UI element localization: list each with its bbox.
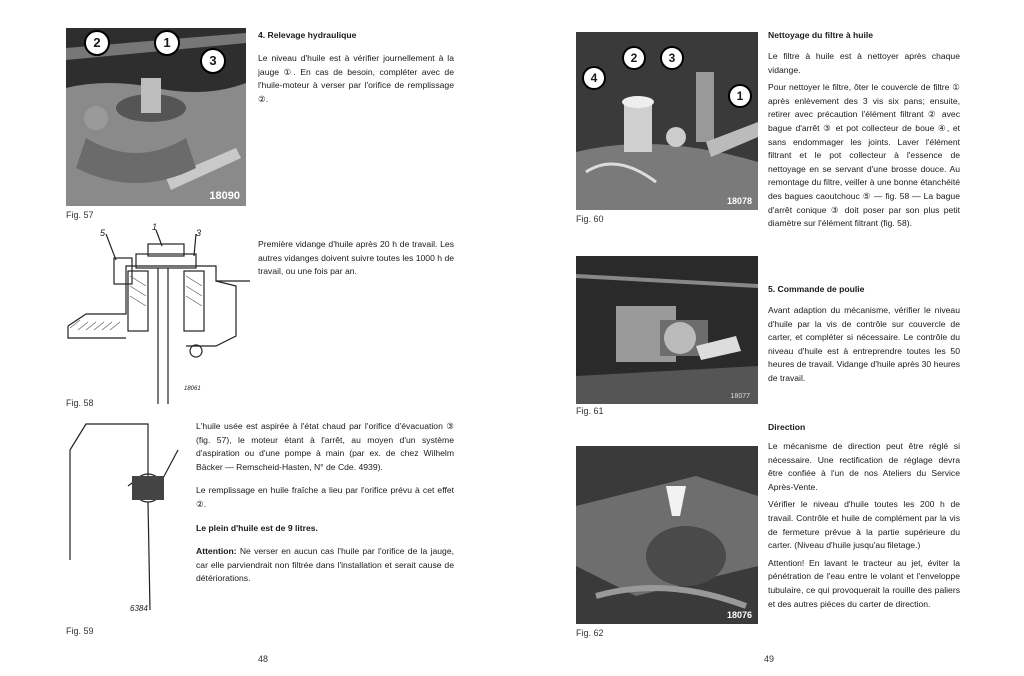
fig57-caption: Fig. 57 [66,210,94,220]
page-number-right: 49 [764,654,775,664]
drain-text: Première vidange d'huile après 20 h de travail. Les autres vidanges doivent suivre toutes les 1000 h de travail, ou une fois par an. [258,239,454,277]
section4-heading: 4. Relevage hydraulique [258,30,357,40]
p-refill: Le remplissage en huile fraîche a lieu par l'orifice prévu à cet effet ②. [196,485,454,509]
fig62-caption: Fig. 62 [576,628,604,638]
attention-text: Ne verser en aucun cas l'huile par l'orifice de la jauge, car elle parviendrait non filtrée dans l'installation et serait cause de détériorations. [196,546,454,584]
steering-p3: Attention! En lavant le tracteur au jet, éviter la pénétration de l'eau entre le volant et l'enveloppe tubulaire, ce qui provoquerait la rouille des paliers et des autres pièces du carter de direction. [768,557,960,609]
left-body-bottom [196,420,454,596]
fig59-drawing [66,420,182,626]
fig59-drawing-number: 6384 [130,604,148,613]
photo-number: 18076 [726,610,752,620]
steering-text [768,440,960,621]
callout-1: 1 [154,30,180,56]
photo-number: 18078 [726,196,752,206]
photo-number: 18090 [209,190,240,202]
callout-1: 1 [728,84,752,108]
fig61-caption: Fig. 61 [576,406,604,416]
fig58-drawing [66,222,250,404]
callout-2: 2 [622,46,646,70]
fig58-label-1: 1 [152,222,158,232]
filter-text [768,50,960,241]
p-attention [196,545,454,586]
filter-p1: Le filtre à huile est à nettoyer après chaque vidange. [768,51,960,75]
steering-heading: Direction [768,422,806,432]
steering-p2: Vérifier le niveau d'huile toutes les 200 h de travail. Contrôle et huile de complément par la vis de fermeture prévue à la partie supérieure du carter. (Niveau d'huile jusqu'au filetage.) [768,499,960,551]
steering-p1: Le mécanisme de direction peut être réglé si nécessaire. Une rectification de réglage devra être confiée à l'un de nos Ateliers du Service Après-Vente. [768,441,960,492]
fig58-caption: Fig. 58 [66,398,94,408]
fig61-photo [576,256,758,404]
callout-2: 2 [84,30,110,56]
page-number-left: 48 [258,654,269,664]
fig59-caption: Fig. 59 [66,626,94,636]
fig58-label-5: 5 [100,228,106,238]
fig60-photo [576,32,758,210]
p-used-oil: L'huile usée est aspirée à l'état chaud par l'orifice d'évacuation ③ (fig. 57), le moteur étant à l'arrêt, au moyen d'un système d'aspiration ou d'une pompe à main (par ex. de chez Wilhelm Bäcker — Remscheid-Hasten, N° de Cde. 4939). [196,421,454,472]
fig62-photo [576,446,758,624]
section4-text [258,52,454,116]
callout-4: 4 [582,66,606,90]
p-capacity: Le plein d'huile est de 9 litres. [196,522,318,533]
fig60-caption: Fig. 60 [576,214,604,224]
fig58-drawing-number: 18061 [184,386,201,392]
section4-p1: Le niveau d'huile est à vérifier journellement à la jauge ①. En cas de besoin, compléter avec de l'huile-moteur à verser par l'orifice de remplissage ②. [258,53,454,104]
fig58-label-3: 3 [196,228,202,238]
filter-p2: Pour nettoyer le filtre, ôter le couvercle de filtre ① après enlèvement des 3 vis six pans; ensuite, retirer avec précaution l'élément filtrant ② avec bague d'arrêt ③ et pot collecteur de boue ④, et sans endommager les joints. Laver l'élément filtrant et le pot collecteur à l'essence de nettoyage en se servant d'une brosse douce. Au remontage du filtre, veiller à une bonne étanchéité des bagues caoutchouc ⑤ — fig. 58 — La bague d'arrêt conique ③ doit poser par son plus petit diamètre sur l'élément filtrant (fig. 58). [768,82,960,229]
pulley-text: Avant adaption du mécanisme, vérifier le niveau d'huile par la vis de contrôle sur couvercle de carter, et compléter si nécessaire. Le contrôle du niveau d'huile est à entreprendre toutes les 50 heures de travail. Vidange d'huile après 30 heures de travail. [768,305,960,383]
callout-3: 3 [200,48,226,74]
callout-3: 3 [660,46,684,70]
filter-heading: Nettoyage du filtre à huile [768,30,874,40]
attention-label: Attention: [196,546,237,557]
photo-number: 18077 [730,393,750,400]
pulley-heading: 5. Commande de poulie [768,284,865,294]
right-page [512,0,1024,676]
fig57-photo [66,28,246,206]
